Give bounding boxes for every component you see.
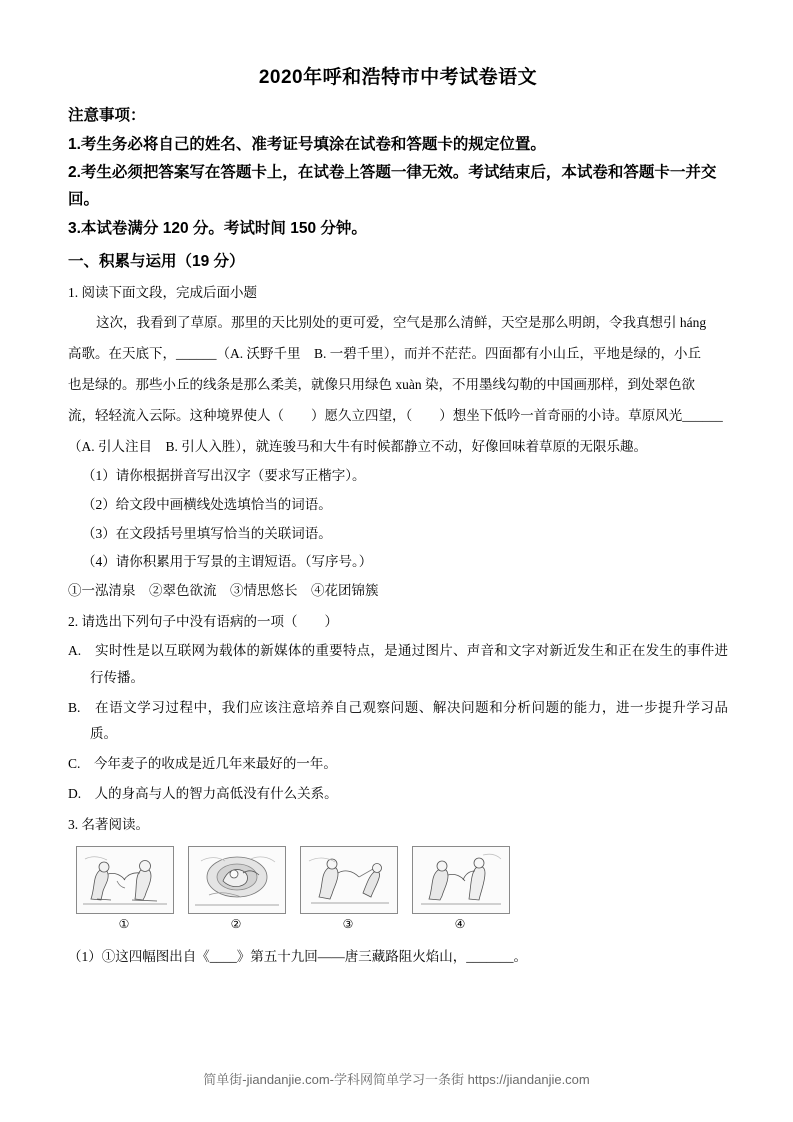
- illustration-3: [300, 846, 396, 932]
- question-1-item-1: （1）请你根据拼音写出汉字（要求写正楷字）。: [82, 468, 366, 484]
- illustration-4-frame: [412, 846, 510, 914]
- illustration-1: [76, 846, 172, 932]
- question-1-stem: 1. 阅读下面文段，完成后面小题: [68, 284, 257, 300]
- question-3-image-row: [76, 846, 728, 932]
- illustration-3-frame: [300, 846, 398, 914]
- question-1-item-2: （2）给文段中画横线处选填恰当的词语。: [82, 497, 332, 513]
- notice-heading: 注意事项：: [68, 107, 146, 124]
- question-2-option-a: A. 实时性是以互联网为载体的新媒体的重要特点，是通过图片、声音和文字对新近发生和正在发生的事件进行传播。: [68, 643, 728, 685]
- question-1-passage-line-2: 高歌。在天底下，______（A. 沃野千里 B. 一碧千里），而并不茫茫。四面都有小山丘，平地是绿的，小丘: [68, 346, 702, 362]
- illustration-1-caption: ①: [118, 916, 130, 931]
- question-1-item-3: （3）在文段括号里填写恰当的关联词语。: [82, 525, 332, 541]
- illustration-4: [412, 846, 508, 932]
- notice-item-3: 3.本试卷满分 120 分。考试时间 150 分钟。: [68, 219, 367, 237]
- section-heading-one: 一、积累与运用（19 分）: [68, 253, 245, 271]
- illustration-3-drawing: [301, 847, 397, 913]
- illustration-2-drawing: [189, 847, 285, 913]
- notice-item-2: 2.考生必须把答案写在答题卡上，在试卷上答题一律无效。考试结束后，本试卷和答题卡一并交回。: [68, 164, 717, 208]
- illustration-2: [188, 846, 284, 932]
- illustration-2-caption: ②: [230, 916, 242, 931]
- question-1-phrase-list: ①一泓清泉 ②翠色欲流 ③情思悠长 ④花团锦簇: [68, 583, 379, 599]
- illustration-4-caption: ④: [454, 916, 466, 931]
- question-2-option-b: B. 在语文学习过程中，我们应该注意培养自己观察问题、解决问题和分析问题的能力，进一步提升学习品质。: [68, 699, 728, 742]
- illustration-1-frame: [76, 846, 174, 914]
- illustration-2-frame: [188, 846, 286, 914]
- question-3-sub-1: （1）①这四幅图出自《____》第五十九回——唐三藏路阻火焰山，_______。: [68, 948, 527, 964]
- notice-item-1: 1.考生务必将自己的姓名、准考证号填涂在试卷和答题卡的规定位置。: [68, 135, 546, 153]
- illustration-1-drawing: [77, 847, 173, 913]
- illustration-4-drawing: [413, 847, 509, 913]
- question-2-option-c: C. 今年麦子的收成是近几年来最好的一年。: [68, 756, 337, 772]
- question-1-passage-line-1: 这次，我看到了草原。那里的天比别处的更可爱，空气是那么清鲜，天空是那么明朗，令我真想引 háng: [96, 314, 707, 330]
- footer-watermark: 简单街-jiandanjie.com-学科网简单学习一条街 https://jiandanjie.com: [203, 1072, 590, 1087]
- question-1-passage-line-3: 也是绿的。那些小丘的线条是那么柔美，就像只用绿色 xuàn 染，不用墨线勾勒的中国画那样，到处翠色欲: [68, 377, 695, 393]
- document-content: [68, 62, 728, 971]
- question-2-stem: 2. 请选出下列句子中没有语病的一项（ ）: [68, 613, 338, 629]
- page-title: 2020年呼和浩特市中考试卷语文: [258, 67, 538, 88]
- question-1-passage-line-4: 流，轻轻流入云际。这种境界使人（ ）愿久立四望，（ ）想坐下低吟一首奇丽的小诗。草原风光______: [68, 408, 723, 424]
- illustration-3-caption: ③: [342, 916, 354, 931]
- question-2-option-d: D. 人的身高与人的智力高低没有什么关系。: [68, 785, 338, 801]
- question-1-item-4: （4）请你积累用于写景的主谓短语。（写序号。）: [82, 554, 373, 570]
- question-1-passage-line-5: （A. 引人注目 B. 引人入胜），就连骏马和大牛有时候都静立不动，好像回味着草原的无限乐趣。: [68, 439, 648, 455]
- question-3-stem: 3. 名著阅读。: [68, 816, 149, 832]
